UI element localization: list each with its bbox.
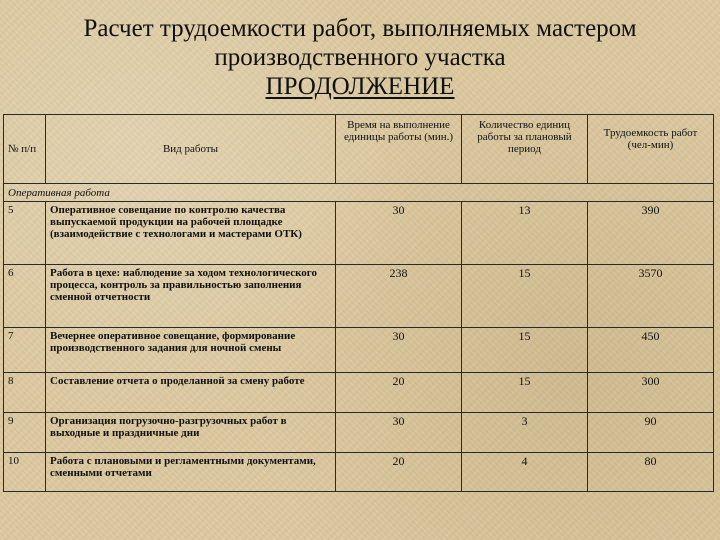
- row-work-type: Организация погрузочно-разгрузочных работ в выходные и праздничные дни: [46, 413, 336, 453]
- table-header-row: [4, 115, 714, 184]
- row-work-type: Работа в цехе: наблюдение за ходом технологического процесса, контроль за правильностью заполнения сменной отчетности: [46, 265, 336, 328]
- row-count: 15: [462, 265, 588, 328]
- table-row: [4, 453, 714, 492]
- row-labor: 450: [588, 328, 714, 373]
- header-work-type: Вид работы: [46, 115, 336, 184]
- row-num: 7: [4, 328, 46, 373]
- row-work-type: Вечернее оперативное совещание, формирование производственного задания для ночной смены: [46, 328, 336, 373]
- row-count: 3: [462, 413, 588, 453]
- row-labor: 90: [588, 413, 714, 453]
- header-labor: Трудоемкость работ (чел-мин): [588, 115, 714, 184]
- row-count: 15: [462, 373, 588, 413]
- title-line-2: производственного участка: [214, 44, 506, 71]
- header-num: № п/п: [4, 115, 46, 184]
- row-time: 238: [336, 265, 462, 328]
- row-time: 30: [336, 202, 462, 265]
- row-count: 4: [462, 453, 588, 492]
- row-labor: 300: [588, 373, 714, 413]
- row-count: 13: [462, 202, 588, 265]
- row-work-type: Работа с плановыми и регламентными документами, сменными отчетами: [46, 453, 336, 492]
- row-count: 15: [462, 328, 588, 373]
- row-work-type: Оперативное совещание по контролю качества выпускаемой продукции на рабочей площадке (взаимодействие с технологами и мастерами ОТК): [46, 202, 336, 265]
- row-num: 8: [4, 373, 46, 413]
- header-unit-count: Количество единиц работы за плановый период: [462, 115, 588, 184]
- row-time: 30: [336, 328, 462, 373]
- section-label: Оперативная работа: [4, 184, 714, 202]
- table-row: [4, 328, 714, 373]
- page-title: [0, 14, 720, 101]
- table-row: [4, 202, 714, 265]
- row-time: 30: [336, 413, 462, 453]
- section-row: [4, 184, 714, 202]
- title-line-1: Расчет трудоемкости работ, выполняемых мастером: [83, 15, 637, 42]
- row-time: 20: [336, 453, 462, 492]
- labor-table: [3, 114, 714, 492]
- row-work-type: Составление отчета о проделанной за смену работе: [46, 373, 336, 413]
- row-num: 6: [4, 265, 46, 328]
- table-row: [4, 413, 714, 453]
- row-labor: 3570: [588, 265, 714, 328]
- table-row: [4, 373, 714, 413]
- row-num: 9: [4, 413, 46, 453]
- row-labor: 390: [588, 202, 714, 265]
- table-row: [4, 265, 714, 328]
- row-num: 10: [4, 453, 46, 492]
- header-time-per-unit: Время на выполнение единицы работы (мин.): [336, 115, 462, 184]
- row-num: 5: [4, 202, 46, 265]
- title-continuation: ПРОДОЛЖЕНИЕ: [265, 73, 455, 100]
- row-labor: 80: [588, 453, 714, 492]
- row-time: 20: [336, 373, 462, 413]
